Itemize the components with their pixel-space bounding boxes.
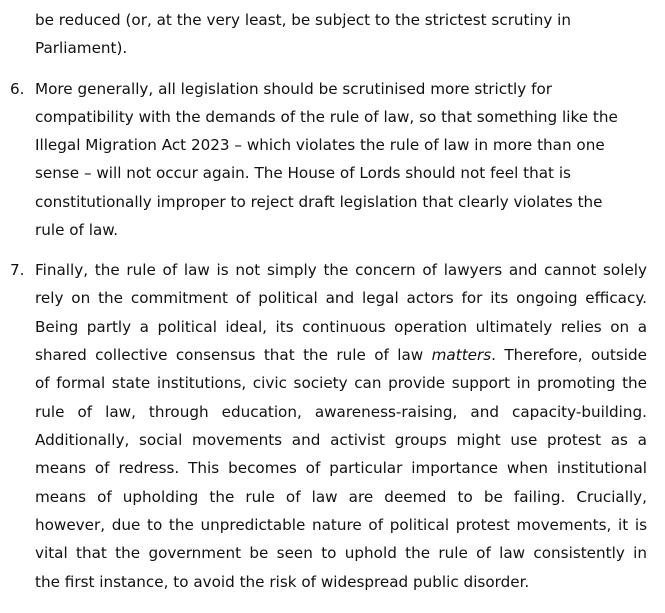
list-item-number-6: 6. bbox=[10, 80, 25, 98]
item7-line-6: rule of law, through education, awareness-raising, and capacity-building. bbox=[35, 403, 647, 421]
emphasis-matters: matters bbox=[431, 346, 492, 364]
item7-line-11: vital that the government be seen to uphold the rule of law consistently in bbox=[35, 544, 647, 562]
item7-line-10: however, due to the unpredictable nature of political protest movements, it is bbox=[35, 516, 647, 534]
item7-line-7: Additionally, social movements and activist groups might use protest as a bbox=[35, 431, 647, 449]
continuation-line-1: be reduced (or, at the very least, be subject to the strictest scrutiny in bbox=[35, 11, 572, 29]
item7-line-12: the first instance, to avoid the risk of widespread public disorder. bbox=[35, 573, 530, 591]
item7-line-1: Finally, the rule of law is not simply the concern of lawyers and cannot solely bbox=[35, 261, 647, 279]
item6-line-4: sense – will not occur again. The House of Lords should not feel that is bbox=[35, 164, 571, 182]
item7-line-4-end: . Therefore, outside bbox=[491, 346, 647, 364]
continuation-line-2: Parliament). bbox=[35, 39, 128, 57]
item7-line-9: means of upholding the rule of law are deemed to be failing. Crucially, bbox=[35, 488, 647, 506]
item7-line-2: rely on the commitment of political and legal actors for its ongoing efficacy. bbox=[35, 289, 647, 307]
item7-line-4-start: shared collective consensus that the rule of law bbox=[35, 346, 424, 364]
item6-line-3: Illegal Migration Act 2023 – which violates the rule of law in more than one bbox=[35, 136, 605, 154]
item6-line-2: compatibility with the demands of the rule of law, so that something like the bbox=[35, 108, 618, 126]
item7-line-3: Being partly a political ideal, its continuous operation ultimately relies on a bbox=[35, 318, 647, 336]
item7-line-4 bbox=[35, 345, 647, 365]
item6-line-5: constitutionally improper to reject draft legislation that clearly violates the bbox=[35, 193, 603, 211]
list-item-number-7: 7. bbox=[10, 261, 25, 279]
item7-line-8: means of redress. This becomes of particular importance when institutional bbox=[35, 459, 647, 477]
item6-line-1: More generally, all legislation should be scrutinised more strictly for bbox=[35, 80, 552, 98]
item6-line-6: rule of law. bbox=[35, 221, 119, 239]
item7-line-5: of formal state institutions, civic society can provide support in promoting the bbox=[35, 374, 647, 392]
